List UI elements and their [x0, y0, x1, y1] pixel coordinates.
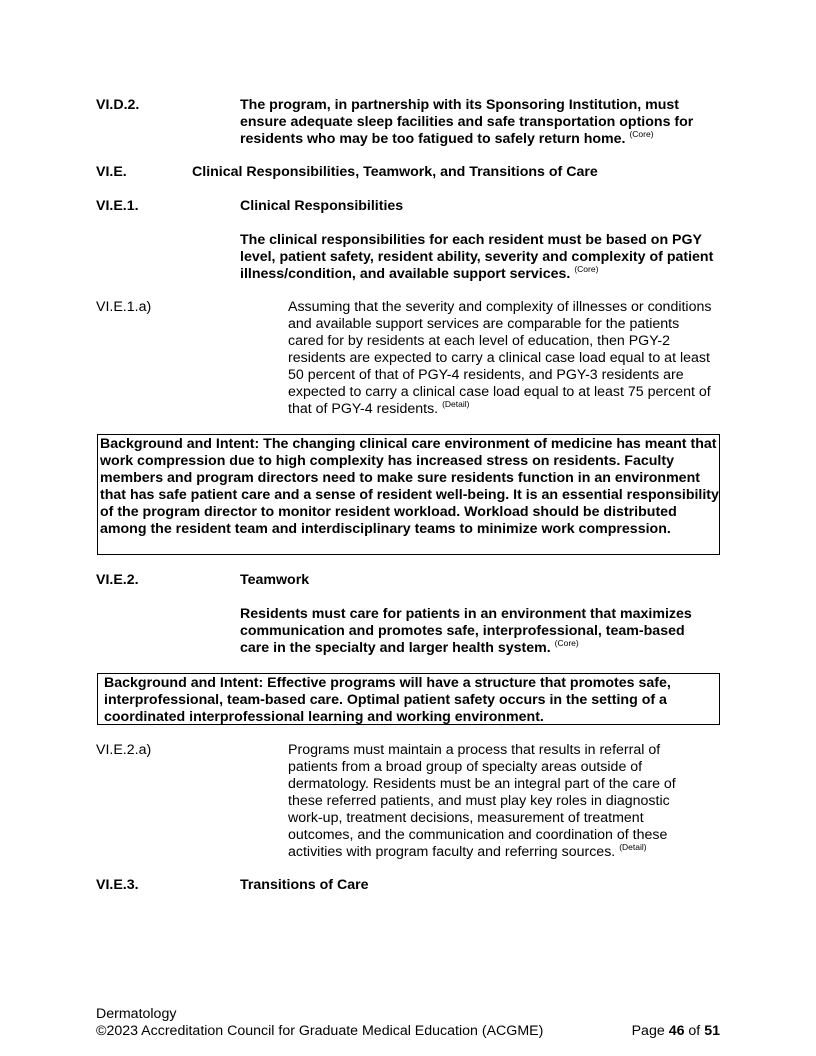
- background-intent-box: [97, 434, 720, 555]
- section-title: Clinical Responsibilities: [240, 198, 404, 214]
- section-number: VI.E.1.a): [96, 299, 152, 315]
- requirement-text: The program, in partnership with its Sponsoring Institution, must ensure adequate sleep facilities and safe transportation options for residents who may be too fatigued to safely return home. $^{(Core)}$: [240, 97, 694, 147]
- core-tag: (Core): [629, 129, 654, 139]
- requirement-text: The clinical responsibilities for each resident must be based on PGY level, patient safety, resident ability, severity and complexity of patient illness/condition, and available support services. $^{(Core)}$: [240, 232, 714, 282]
- background-intent-text: Background and Intent: Effective programs will have a structure that promotes safe, interprofessional, team-based care. Optimal patient safety occurs in the setting of a coordinated interprofessional learning and working environment.: [104, 675, 671, 725]
- background-intent-box: [97, 673, 720, 725]
- section-number: VI.E.: [96, 164, 127, 180]
- section-number: VI.D.2.: [96, 97, 140, 113]
- section-number: VI.E.2.: [96, 572, 139, 588]
- section-title: Transitions of Care: [240, 877, 369, 893]
- section-number: VI.E.3.: [96, 877, 139, 893]
- page-number: Page 46 of 51: [631, 1023, 720, 1039]
- detail-tag: (Detail): [442, 399, 470, 409]
- core-tag: (Core): [554, 638, 579, 648]
- footer-copyright: ©2023 Accreditation Council for Graduate Medical Education (ACGME): [96, 1023, 544, 1039]
- section-title: Teamwork: [240, 572, 310, 588]
- requirement-text: Assuming that the severity and complexity of illnesses or conditions and available support services are comparable for the patients cared for by residents at each level of education, then PGY-2 residents are expected to carry a clinical case load equal to at least 50 percent of that of PGY-4 residents, and PGY-3 residents are expected to carry a clinical case load equal to at least 75 percent of that of PGY-4 residents. $^{(Detail)}$: [288, 299, 712, 417]
- requirement-text: Residents must care for patients in an environment that maximizes communication and promotes safe, interprofessional, team-based care in the specialty and larger health system. $^{(Core)}$: [240, 606, 692, 656]
- section-title: Clinical Responsibilities, Teamwork, and Transitions of Care: [192, 164, 598, 180]
- requirement-text: Programs must maintain a process that results in referral of patients from a broad group of specialty areas outside of dermatology. Residents must be an integral part of the care of these referred patients, and must play key roles in diagnostic work-up, treatment decisions, measurement of treatment outcomes, and the communication and coordination of these activities with program faculty and referring sources. $^{(Detail)}$: [288, 742, 676, 860]
- section-number: VI.E.1.: [96, 198, 139, 214]
- core-tag: (Core): [574, 264, 599, 274]
- detail-tag: (Detail): [619, 842, 647, 852]
- section-number: VI.E.2.a): [96, 742, 152, 758]
- background-intent-text: Background and Intent: The changing clinical care environment of medicine has meant that work compression due to high complexity has increased stress on residents. Faculty members and program directors need to make sure residents function in an environment that has safe patient care and a sense of resident well-being. It is an essential responsibility of the program director to monitor resident workload. Workload should be distributed among the resident team and interdisciplinary teams to minimize work compression.: [100, 436, 719, 537]
- page-footer: [96, 1006, 720, 1040]
- footer-specialty: Dermatology: [96, 1006, 177, 1022]
